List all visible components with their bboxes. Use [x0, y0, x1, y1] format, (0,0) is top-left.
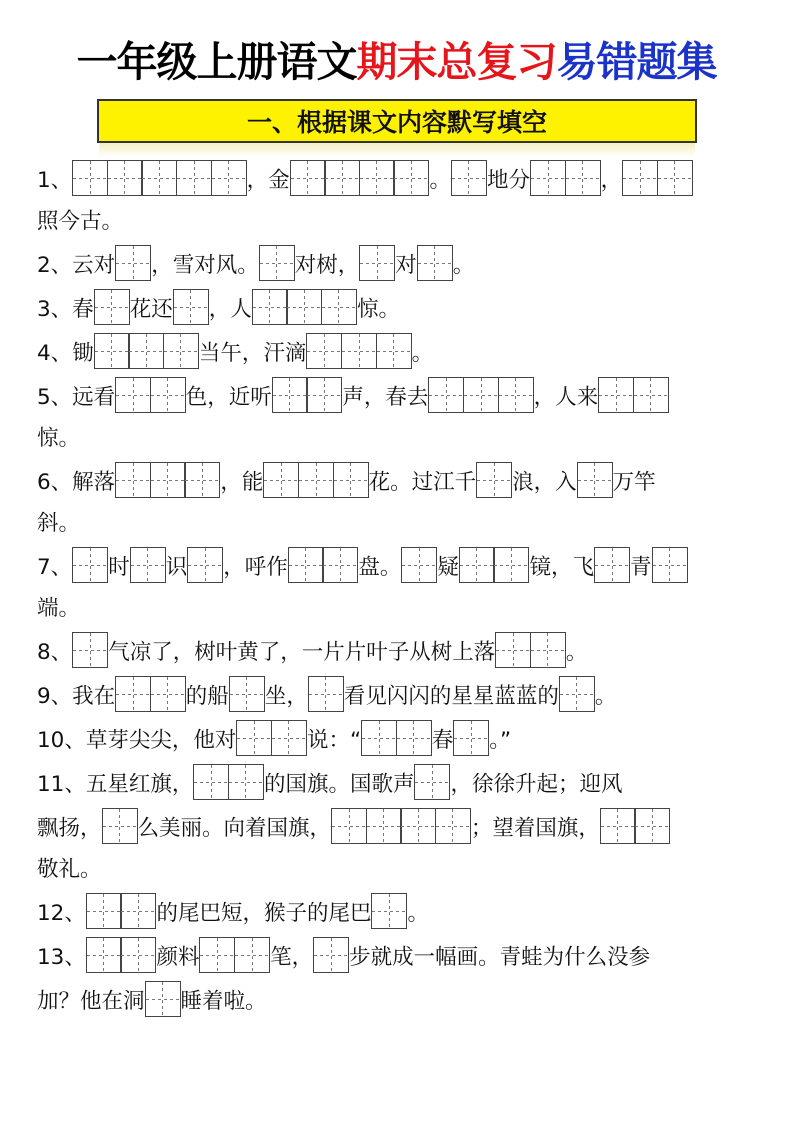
answer-box-group[interactable] — [600, 808, 671, 844]
exercise-line — [37, 237, 757, 281]
tianzige-cell[interactable] — [493, 547, 529, 583]
exercise-line — [37, 196, 757, 237]
exercise-text: 7、 — [37, 555, 73, 580]
tianzige-cell[interactable] — [371, 893, 407, 929]
exercise-text: 5、远看 — [37, 385, 116, 410]
tianzige-cell[interactable] — [376, 333, 412, 369]
tianzige-cell[interactable] — [652, 547, 688, 583]
tianzige-cell[interactable] — [107, 160, 143, 196]
exercise-text: ，呼作 — [223, 555, 288, 580]
exercise-text: ；望着国旗， — [470, 816, 600, 841]
exercise-line — [37, 973, 757, 1017]
tianzige-cell[interactable] — [622, 160, 658, 196]
tianzige-cell[interactable] — [634, 808, 670, 844]
tianzige-cell[interactable] — [559, 676, 595, 712]
answer-box-group[interactable] — [290, 160, 430, 196]
exercise-text: ，能 — [220, 470, 264, 495]
exercise-text: 颜料 — [156, 945, 200, 970]
exercise-text: 气凉了，树叶黄了，一片片叶子从树上落 — [108, 640, 496, 665]
exercise-line — [37, 756, 757, 800]
tianzige-cell[interactable] — [187, 547, 223, 583]
exercise-text: 地分 — [486, 168, 530, 193]
answer-box-group[interactable] — [86, 937, 157, 973]
answer-box-group[interactable] — [130, 547, 166, 583]
exercise-text: 。 — [594, 684, 617, 709]
answer-box-group[interactable] — [428, 377, 533, 413]
tianzige-cell[interactable] — [565, 160, 601, 196]
tianzige-cell[interactable] — [400, 808, 436, 844]
exercise-text: 飘扬， — [37, 816, 102, 841]
exercise-text: 盘。 — [358, 555, 402, 580]
exercise-text: 浪，入 — [512, 470, 577, 495]
exercise-line — [37, 325, 757, 369]
tianzige-cell[interactable] — [401, 547, 437, 583]
answer-box-group[interactable] — [187, 547, 223, 583]
answer-box-group[interactable] — [476, 462, 512, 498]
answer-box-group[interactable] — [453, 720, 489, 756]
tianzige-cell[interactable] — [577, 462, 613, 498]
exercise-text: 加？他在洞 — [37, 989, 145, 1014]
exercise-text: 6、解落 — [37, 470, 116, 495]
exercise-line — [37, 454, 757, 498]
tianzige-cell[interactable] — [130, 547, 166, 583]
answer-box-group[interactable] — [252, 289, 357, 325]
tianzige-cell[interactable] — [193, 764, 229, 800]
exercise-text: 的船 — [185, 684, 229, 709]
tianzige-cell[interactable] — [263, 462, 299, 498]
exercise-text: 青 — [630, 555, 652, 580]
exercise-text: 花。过江千 — [368, 470, 477, 495]
exercise-text: 笔， — [270, 945, 314, 970]
answer-box-group[interactable] — [417, 245, 453, 281]
exercise-text: 时 — [108, 555, 130, 580]
tianzige-cell[interactable] — [102, 808, 138, 844]
tianzige-cell[interactable] — [324, 160, 360, 196]
exercise-text: 镜，飞 — [529, 555, 594, 580]
tianzige-cell[interactable] — [657, 160, 693, 196]
answer-box-group[interactable] — [72, 547, 108, 583]
exercise-text: 。 — [452, 253, 475, 278]
exercise-text: 9、我在 — [37, 684, 116, 709]
exercise-text: ， — [600, 168, 623, 193]
answer-box-group[interactable] — [272, 377, 343, 413]
answer-box-group[interactable] — [308, 676, 344, 712]
answer-box-group[interactable] — [361, 720, 432, 756]
exercise-text: ，金 — [246, 168, 290, 193]
exercise-line — [37, 929, 757, 973]
tianzige-cell[interactable] — [94, 289, 130, 325]
answer-box-group[interactable] — [145, 981, 181, 1017]
tianzige-cell[interactable] — [150, 462, 186, 498]
exercise-text: 对 — [395, 253, 417, 278]
answer-box-group[interactable] — [594, 547, 630, 583]
answer-box-group[interactable] — [236, 720, 307, 756]
answer-box-group[interactable] — [451, 160, 487, 196]
exercise-text: 惊。 — [356, 297, 400, 322]
exercise-line — [37, 583, 757, 624]
answer-box-group[interactable] — [359, 245, 395, 281]
tianzige-cell[interactable] — [184, 462, 220, 498]
answer-box-group[interactable] — [199, 937, 270, 973]
exercise-text: 疑 — [437, 555, 459, 580]
tianzige-cell[interactable] — [271, 720, 307, 756]
answer-box-group[interactable] — [559, 676, 595, 712]
exercise-line — [37, 885, 757, 929]
exercise-text: 8、 — [37, 640, 73, 665]
exercise-line — [37, 712, 757, 756]
tianzige-cell[interactable] — [361, 720, 397, 756]
tianzige-cell[interactable] — [453, 720, 489, 756]
exercise-text: 。 — [429, 168, 451, 193]
answer-box-group[interactable] — [72, 632, 108, 668]
exercise-text: 识 — [165, 555, 188, 580]
exercise-text: 1、 — [37, 168, 73, 193]
tianzige-cell[interactable] — [633, 377, 669, 413]
answer-box-group[interactable] — [102, 808, 138, 844]
exercise-text: 端。 — [37, 596, 81, 621]
tianzige-cell[interactable] — [229, 676, 265, 712]
tianzige-cell[interactable] — [393, 160, 429, 196]
exercise-text: 惊。 — [37, 426, 81, 451]
exercise-text: 2、云对 — [37, 253, 116, 278]
title-part-errors: 易错题集 — [556, 38, 717, 86]
exercise-text: 。” — [489, 728, 512, 753]
tianzige-cell[interactable] — [366, 808, 402, 844]
exercise-text: 3、春 — [37, 297, 94, 322]
tianzige-cell[interactable] — [141, 160, 177, 196]
answer-box-group[interactable] — [622, 160, 693, 196]
tianzige-cell[interactable] — [308, 676, 344, 712]
tianzige-cell[interactable] — [272, 377, 308, 413]
exercise-line — [37, 668, 757, 712]
exercise-list — [37, 152, 757, 1017]
exercise-line — [37, 413, 757, 454]
tianzige-cell[interactable] — [120, 893, 156, 929]
exercise-text: 的尾巴短，猴子的尾巴 — [156, 901, 372, 926]
tianzige-cell[interactable] — [176, 160, 212, 196]
exercise-line — [37, 152, 757, 196]
exercise-text: 的国旗。国歌声 — [263, 772, 415, 797]
tianzige-cell[interactable] — [286, 289, 322, 325]
page-title — [0, 36, 793, 88]
tianzige-cell[interactable] — [435, 808, 471, 844]
answer-box-group[interactable] — [173, 289, 209, 325]
answer-box-group[interactable] — [288, 547, 359, 583]
answer-box-group[interactable] — [371, 893, 407, 929]
tianzige-cell[interactable] — [306, 377, 342, 413]
tianzige-cell[interactable] — [288, 547, 324, 583]
answer-box-group[interactable] — [259, 245, 295, 281]
tianzige-cell[interactable] — [476, 462, 512, 498]
tianzige-cell[interactable] — [313, 937, 349, 973]
answer-box-group[interactable] — [72, 160, 246, 196]
tianzige-cell[interactable] — [199, 937, 235, 973]
exercise-text: 睡着啦。 — [180, 989, 267, 1014]
answer-box-group[interactable] — [577, 462, 613, 498]
tianzige-cell[interactable] — [359, 160, 395, 196]
tianzige-cell[interactable] — [150, 676, 186, 712]
tianzige-cell[interactable] — [594, 547, 630, 583]
answer-box-group[interactable] — [459, 547, 530, 583]
tianzige-cell[interactable] — [72, 160, 108, 196]
answer-box-group[interactable] — [331, 808, 471, 844]
tianzige-cell[interactable] — [211, 160, 247, 196]
answer-box-group[interactable] — [94, 333, 199, 369]
tianzige-cell[interactable] — [259, 245, 295, 281]
exercise-text: ，人 — [208, 297, 252, 322]
tianzige-cell[interactable] — [120, 937, 156, 973]
answer-box-group[interactable] — [86, 893, 157, 929]
exercise-line — [37, 844, 757, 885]
exercise-text: 么美丽。向着国旗， — [137, 816, 332, 841]
exercise-text: 当午，汗滴 — [198, 341, 307, 366]
tianzige-cell[interactable] — [530, 160, 566, 196]
tianzige-cell[interactable] — [145, 981, 181, 1017]
answer-box-group[interactable] — [313, 937, 349, 973]
exercise-text: 说：“ — [306, 728, 362, 753]
exercise-line — [37, 498, 757, 539]
tianzige-cell[interactable] — [414, 764, 450, 800]
exercise-text: 。 — [565, 640, 588, 665]
exercise-text: 声，春去 — [342, 385, 429, 410]
tianzige-cell[interactable] — [530, 632, 566, 668]
answer-box-group[interactable] — [263, 462, 368, 498]
tianzige-cell[interactable] — [428, 377, 464, 413]
tianzige-cell[interactable] — [396, 720, 432, 756]
tianzige-cell[interactable] — [86, 893, 122, 929]
answer-box-group[interactable] — [229, 676, 265, 712]
exercise-line — [37, 800, 757, 844]
tianzige-cell[interactable] — [600, 808, 636, 844]
exercise-text: 步就成一幅画。青蛙为什么没参 — [349, 945, 651, 970]
tianzige-cell[interactable] — [495, 632, 531, 668]
tianzige-cell[interactable] — [173, 289, 209, 325]
exercise-text: 斜。 — [37, 511, 81, 536]
tianzige-cell[interactable] — [128, 333, 164, 369]
exercise-text: 12、 — [37, 901, 86, 926]
tianzige-cell[interactable] — [94, 333, 130, 369]
answer-box-group[interactable] — [414, 764, 450, 800]
title-part-grade: 一年级上册语文 — [76, 38, 357, 86]
exercise-text: 10、草芽尖尖，他对 — [37, 728, 237, 753]
exercise-line — [37, 539, 757, 583]
tianzige-cell[interactable] — [115, 462, 151, 498]
tianzige-cell[interactable] — [150, 377, 186, 413]
tianzige-cell[interactable] — [498, 377, 534, 413]
tianzige-cell[interactable] — [290, 160, 326, 196]
exercise-text: 花还 — [129, 297, 173, 322]
tianzige-cell[interactable] — [306, 333, 342, 369]
answer-box-group[interactable] — [652, 547, 688, 583]
exercise-text: 。 — [411, 341, 434, 366]
exercise-text: ，雪对风。 — [151, 253, 259, 278]
tianzige-cell[interactable] — [463, 377, 499, 413]
answer-box-group[interactable] — [115, 245, 151, 281]
tianzige-cell[interactable] — [115, 676, 151, 712]
tianzige-cell[interactable] — [228, 764, 264, 800]
exercise-text: 看见闪闪的星星蓝蓝的 — [343, 684, 559, 709]
tianzige-cell[interactable] — [298, 462, 334, 498]
tianzige-cell[interactable] — [236, 720, 272, 756]
exercise-text: 坐， — [264, 684, 308, 709]
tianzige-cell[interactable] — [72, 632, 108, 668]
tianzige-cell[interactable] — [234, 937, 270, 973]
tianzige-cell[interactable] — [322, 547, 358, 583]
exercise-text: 万竿 — [612, 470, 656, 495]
tianzige-cell[interactable] — [341, 333, 377, 369]
exercise-text: 对树， — [294, 253, 360, 278]
tianzige-cell[interactable] — [359, 245, 395, 281]
title-part-review: 期末总复习 — [356, 38, 557, 86]
tianzige-cell[interactable] — [252, 289, 288, 325]
tianzige-cell[interactable] — [115, 377, 151, 413]
tianzige-cell[interactable] — [321, 289, 357, 325]
answer-box-group[interactable] — [598, 377, 669, 413]
answer-box-group[interactable] — [530, 160, 601, 196]
tianzige-cell[interactable] — [86, 937, 122, 973]
answer-box-group[interactable] — [495, 632, 566, 668]
exercise-text: 11、五星红旗， — [37, 772, 194, 797]
exercise-text: 色，近听 — [185, 385, 272, 410]
section-banner: 一、根据课文内容默写填空 — [97, 99, 697, 143]
tianzige-cell[interactable] — [72, 547, 108, 583]
answer-box-group[interactable] — [306, 333, 411, 369]
exercise-line — [37, 369, 757, 413]
exercise-text: 。 — [407, 901, 429, 926]
answer-box-group[interactable] — [115, 462, 220, 498]
tianzige-cell[interactable] — [331, 808, 367, 844]
exercise-line — [37, 624, 757, 668]
exercise-text: ，徐徐升起；迎风 — [450, 772, 623, 797]
exercise-text: 4、锄 — [37, 341, 94, 366]
exercise-text: ，人来 — [533, 385, 599, 410]
exercise-text: 春 — [431, 728, 454, 753]
tianzige-cell[interactable] — [598, 377, 634, 413]
answer-box-group[interactable] — [193, 764, 264, 800]
tianzige-cell[interactable] — [417, 245, 453, 281]
tianzige-cell[interactable] — [115, 245, 151, 281]
answer-box-group[interactable] — [401, 547, 437, 583]
tianzige-cell[interactable] — [459, 547, 495, 583]
answer-box-group[interactable] — [94, 289, 130, 325]
exercise-text: 13、 — [37, 945, 86, 970]
answer-box-group[interactable] — [115, 676, 186, 712]
answer-box-group[interactable] — [115, 377, 186, 413]
exercise-text: 照今古。 — [37, 209, 124, 234]
tianzige-cell[interactable] — [163, 333, 199, 369]
exercise-line — [37, 281, 757, 325]
tianzige-cell[interactable] — [333, 462, 369, 498]
tianzige-cell[interactable] — [451, 160, 487, 196]
exercise-text: 敬礼。 — [37, 857, 102, 882]
